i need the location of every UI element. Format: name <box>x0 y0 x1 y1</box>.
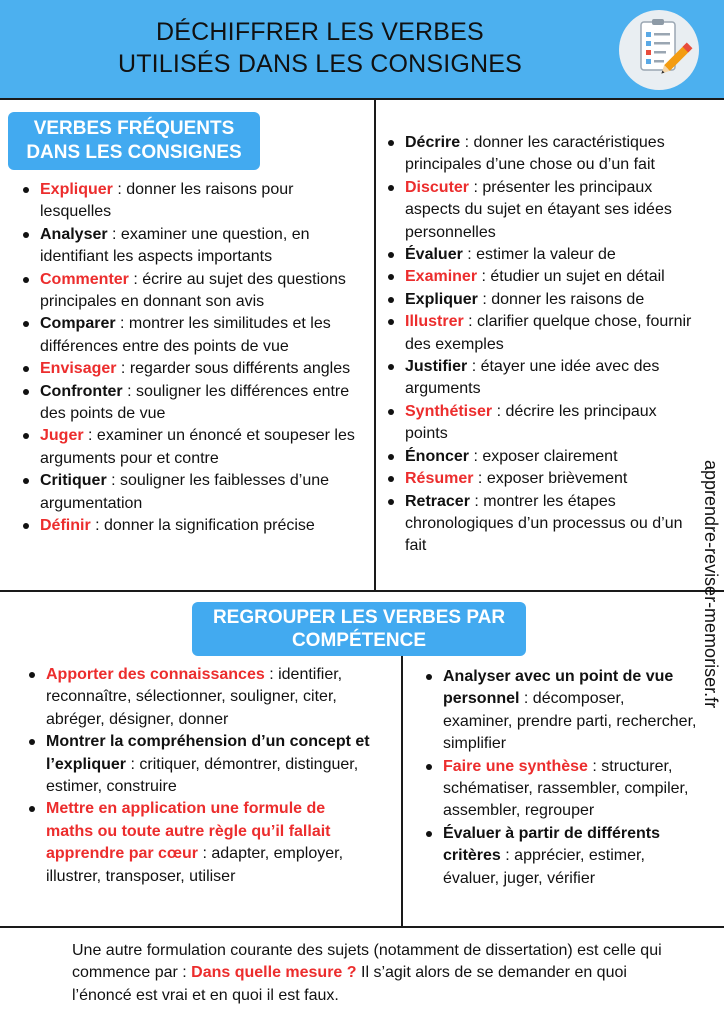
verb-term: Définir <box>40 517 91 535</box>
list-item <box>387 311 697 356</box>
competence-verbs: : apprécier, estimer, évaluer, juger, vérifier <box>443 847 645 887</box>
verb-term: Comparer <box>40 315 116 333</box>
list-item <box>387 244 697 266</box>
verb-term: Analyser <box>40 225 108 243</box>
competence-left-list <box>28 664 376 888</box>
footer-note-after: Il s’agit alors de se demander en quoi l’énoncé est vrai et en quoi il est faux. <box>72 964 627 1004</box>
list-item <box>22 381 362 426</box>
verb-definition: : donner les caractéristiques principales d’une chose ou d’un fait <box>405 134 665 174</box>
competence-verbs: : critiquer, démontrer, distinguer, estimer, construire <box>46 755 359 796</box>
competence-term: Analyser avec un point de vue personnel <box>443 668 674 708</box>
list-item <box>22 224 362 269</box>
verb-definition: : examiner un énoncé et soupeser les arguments pour et contre <box>40 427 355 467</box>
verb-definition: : montrer les étapes chronologiques d’un processus ou d’un fait <box>405 492 683 555</box>
list-item <box>28 798 376 888</box>
verb-term: Juger <box>40 427 84 445</box>
section-divider <box>0 590 724 592</box>
section-competence-title-line2: COMPÉTENCE <box>291 630 427 651</box>
verb-term: Expliquer <box>405 290 478 308</box>
competence-term: Faire une synthèse <box>443 757 588 775</box>
list-item <box>387 289 697 311</box>
list-item <box>22 470 362 515</box>
competence-term: Mettre en application une formule de maths ou toute autre règle qu’il fallait apprendre par cœur <box>46 800 331 863</box>
section-frequent-verbs-title-line1: VERBES FRÉQUENTS <box>33 118 235 139</box>
competence-verbs: : décomposer, examiner, prendre parti, rechercher, simplifier <box>443 690 697 753</box>
section-frequent-verbs-title-line2: DANS LES CONSIGNES <box>26 142 242 163</box>
competence-right-list <box>425 666 697 890</box>
verb-definition: : étudier un sujet en détail <box>477 268 665 286</box>
verb-term: Expliquer <box>40 181 113 198</box>
footer-note <box>72 940 672 1007</box>
verb-definition: : décrire les principaux points <box>405 402 657 443</box>
verb-term: Retracer <box>405 492 470 510</box>
verb-term: Envisager <box>40 360 117 378</box>
list-item <box>387 356 697 401</box>
verb-term: Illustrer <box>405 313 464 331</box>
verb-term: Discuter <box>405 178 470 196</box>
verb-definition: : clarifier quelque chose, fournir des exemples <box>405 313 692 353</box>
verb-term: Synthétiser <box>405 402 493 420</box>
verb-definition: : donner la signification précise <box>90 517 315 535</box>
list-item <box>387 266 697 288</box>
verb-definition: : montrer les similitudes et les différences entre des points de vue <box>40 315 331 355</box>
verb-definition: : exposer clairement <box>469 447 618 465</box>
frequent-verbs-left-list <box>22 179 362 538</box>
list-item <box>22 515 362 537</box>
frequent-verbs-right-list <box>387 132 697 558</box>
verb-definition: : regarder sous différents angles <box>116 360 351 378</box>
list-item <box>28 664 376 731</box>
verb-term: Résumer <box>405 470 474 488</box>
footer-divider <box>0 926 724 928</box>
list-item <box>387 446 697 468</box>
list-item <box>425 666 697 756</box>
section-frequent-verbs-title <box>8 112 260 170</box>
list-item <box>22 179 362 224</box>
page-title-line2: UTILISÉS DANS LES CONSIGNES <box>117 50 523 78</box>
list-item <box>387 468 697 490</box>
list-item <box>22 269 362 314</box>
verb-term: Énoncer <box>405 447 470 465</box>
list-item <box>387 132 697 177</box>
list-item <box>387 177 697 244</box>
verb-definition: : écrire au sujet des questions principales en donnant son avis <box>40 270 346 311</box>
website-watermark-text: apprendre-reviser-memoriser.fr <box>701 460 721 709</box>
verb-definition: : donner les raisons de <box>477 290 645 308</box>
footer-note-highlight: Dans quelle mesure ? <box>191 964 357 982</box>
page-title <box>40 16 600 80</box>
verb-term: Examiner <box>405 268 478 286</box>
competence-term: Apporter des connaissances <box>46 666 265 683</box>
verb-term: Décrire <box>405 134 461 151</box>
list-item <box>22 358 362 380</box>
verb-definition: : étayer une idée avec des arguments <box>405 358 660 398</box>
verb-term: Confronter <box>40 382 123 400</box>
verb-definition: : examiner une question, en identifiant les aspects importants <box>40 225 310 266</box>
verb-term: Critiquer <box>40 472 107 490</box>
top-column-divider <box>374 100 376 592</box>
verb-definition: : souligner les faiblesses d’une argumentation <box>40 472 330 512</box>
competence-verbs: : identifier, reconnaître, sélectionner, souligner, citer, abréger, désigner, donner <box>46 666 343 728</box>
verb-definition: : souligner les différences entre des points de vue <box>40 382 350 423</box>
bottom-column-divider <box>401 632 403 928</box>
verb-definition: : estimer la valeur de <box>462 246 616 264</box>
verb-term: Justifier <box>405 358 468 376</box>
competence-term: Montrer la compréhension d’un concept et l’expliquer <box>46 733 370 773</box>
section-competence-title-line1: REGROUPER LES VERBES PAR <box>212 607 506 628</box>
list-item <box>387 401 697 446</box>
verb-definition: : donner les raisons pour lesquelles <box>40 181 294 221</box>
competence-verbs: : adapter, employer, illustrer, transposer, utiliser <box>46 845 344 885</box>
verb-definition: : exposer brièvement <box>473 470 628 488</box>
checklist-pencil-icon <box>619 10 699 90</box>
footer-note-before: Une autre formulation courante des sujets (notamment de dissertation) est celle qui commence par : <box>72 942 662 982</box>
competence-term: Évaluer à partir de différents critères <box>443 824 660 865</box>
list-item <box>28 731 376 798</box>
list-item <box>425 823 697 890</box>
header-banner <box>0 0 724 100</box>
verb-definition: : présenter les principaux aspects du sujet en étayant ses idées personnelles <box>405 178 672 241</box>
list-item <box>22 313 362 358</box>
list-item <box>387 491 697 558</box>
verb-term: Commenter <box>40 270 129 288</box>
section-competence-title <box>192 602 526 656</box>
page-title-line1: DÉCHIFFRER LES VERBES <box>156 18 484 46</box>
list-item <box>22 425 362 470</box>
list-item <box>425 756 697 823</box>
competence-verbs: : structurer, schématiser, rassembler, compiler, assembler, regrouper <box>443 757 689 820</box>
verb-term: Évaluer <box>405 246 463 264</box>
